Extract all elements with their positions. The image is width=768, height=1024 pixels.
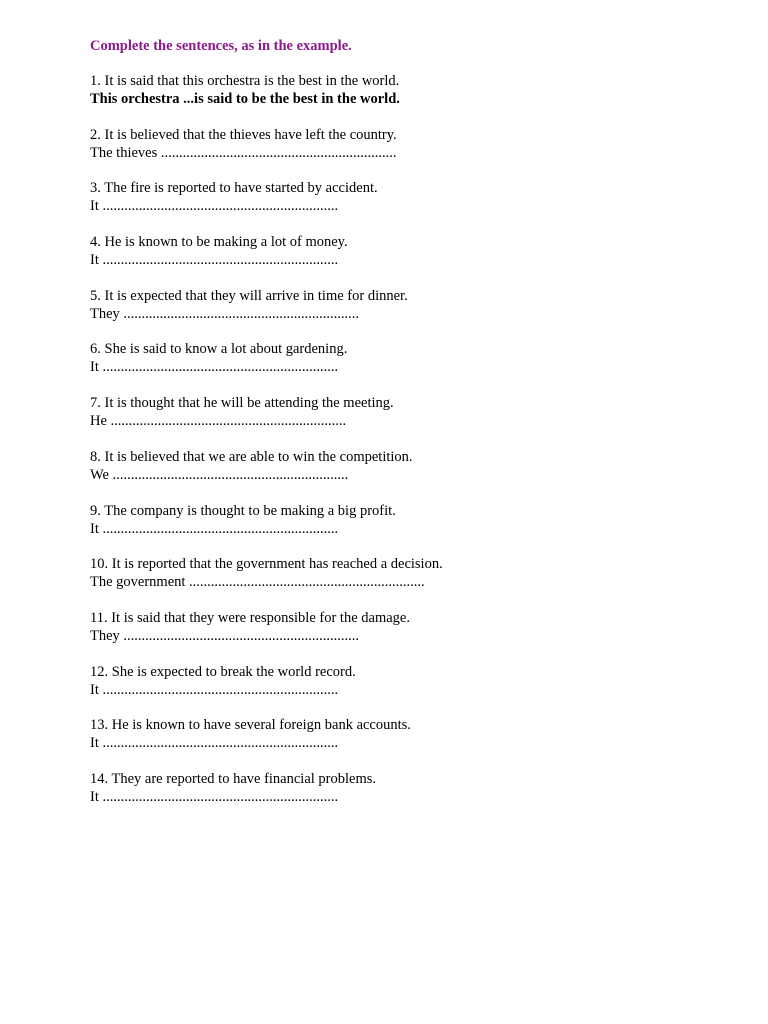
answer-blank-line: He ................................................................. (90, 413, 347, 430)
answer-blank-line: They ................................................................. (90, 627, 360, 644)
exercise-sentence: 1. It is said that this orchestra is the best in the world. (90, 73, 400, 89)
answer-blank-line: It ................................................................. (90, 359, 339, 376)
exercise-sentence: 14. They are reported to have financial problems. (90, 770, 376, 787)
exercise-sentence: 3. The fire is reported to have started by accident. (90, 180, 378, 197)
answer-blank-line: It ................................................................. (90, 252, 339, 269)
answer-blank-line: The government ................................................................. (90, 574, 425, 591)
answer-blank-line: It ................................................................. (90, 788, 339, 805)
exercise-sentence: 8. It is believed that we are able to win the competition. (90, 448, 413, 465)
answer-blank-line: It ................................................................. (90, 520, 339, 537)
exercise-item (90, 609, 730, 645)
exercise-item (90, 555, 730, 591)
exercise-sentence: 4. He is known to be making a lot of money. (90, 234, 348, 251)
exercise-item (90, 233, 730, 269)
answer-blank-line: We ................................................................. (90, 466, 349, 483)
exercise-sentence: 9. The company is thought to be making a big profit. (90, 502, 396, 519)
exercise-item (90, 502, 730, 538)
exercise-item (90, 72, 730, 108)
answer-blank-line: It ................................................................. (90, 681, 339, 698)
exercise-item (90, 394, 730, 430)
exercise-sentence: 10. It is reported that the government has reached a decision. (90, 556, 443, 573)
exercise-item (90, 179, 730, 215)
answer-blank-line: It ................................................................. (90, 735, 339, 752)
exercise-sentence: 11. It is said that they were responsible for the damage. (90, 609, 410, 626)
exercise-sentence: 13. He is known to have several foreign bank accounts. (90, 717, 411, 734)
answer-blank-line: They ................................................................. (90, 305, 360, 322)
exercise-item (90, 126, 730, 162)
worksheet-page (90, 37, 730, 824)
exercise-item (90, 340, 730, 376)
worksheet-instruction: Complete the sentences, as in the example. (90, 38, 352, 54)
exercise-item (90, 448, 730, 484)
exercise-list (90, 72, 730, 806)
answer-blank-line: The thieves ................................................................. (90, 144, 397, 161)
answer-blank-line: It ................................................................. (90, 198, 339, 215)
example-answer: This orchestra ...is said to be the best in the world. (90, 91, 400, 107)
exercise-item (90, 770, 730, 806)
exercise-item (90, 287, 730, 323)
exercise-sentence: 6. She is said to know a lot about gardening. (90, 341, 348, 358)
exercise-sentence: 5. It is expected that they will arrive in time for dinner. (90, 287, 408, 304)
exercise-item (90, 716, 730, 752)
exercise-sentence: 7. It is thought that he will be attending the meeting. (90, 395, 394, 412)
exercise-item (90, 663, 730, 699)
exercise-sentence: 12. She is expected to break the world record. (90, 663, 356, 680)
exercise-sentence: 2. It is believed that the thieves have left the country. (90, 126, 397, 143)
